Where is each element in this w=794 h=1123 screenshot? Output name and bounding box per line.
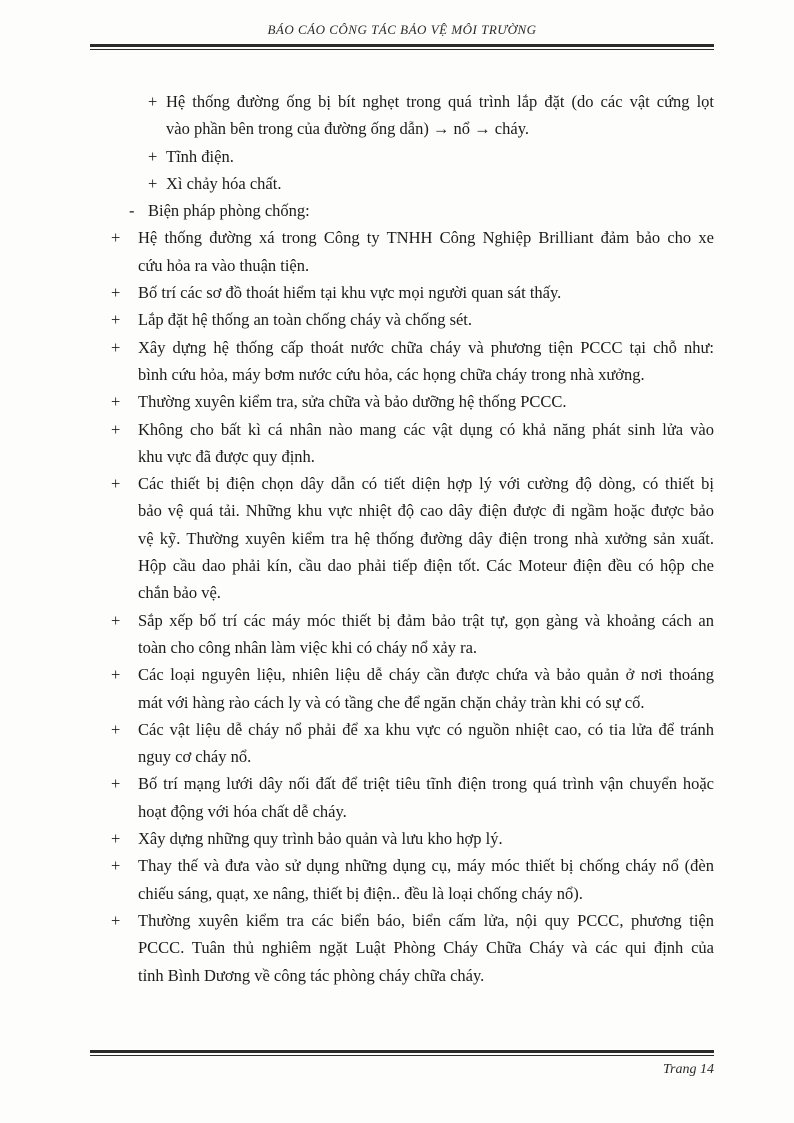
cause-item-line: + Hệ thống đường ống bị bít nghẹt trong quá trình lắp đặt (do các vật cứng lọt <box>100 88 714 115</box>
plus-marker: + <box>111 310 121 330</box>
measure-item-line: + Các loại nguyên liệu, nhiên liệu dễ cháy cần được chứa và bảo quản ở nơi thoáng <box>100 661 714 688</box>
measure-item-line: + Lắp đặt hệ thống an toàn chống cháy và chống sét. <box>100 306 714 333</box>
measures-heading: - Biện pháp phòng chống: <box>100 197 714 224</box>
plus-marker: + <box>111 392 121 412</box>
measure-item-line: chiếu sáng, quạt, xe nâng, thiết bị điện.. đều là loại chống cháy nổ). <box>138 883 583 903</box>
measure-item-line: toàn cho công nhân làm việc khi có cháy nổ xảy ra. <box>138 637 478 657</box>
body-text <box>100 88 714 989</box>
page-number: Trang 14 <box>663 1062 714 1077</box>
measure-item-line: + Không cho bất kì cá nhân nào mang các vật dụng có khả năng phát sinh lửa vào <box>100 416 714 443</box>
header-rule-thin <box>90 49 714 50</box>
measure-item-line: + Hệ thống đường xá trong Công ty TNHH Công Nghiệp Brilliant đảm bảo cho xe <box>100 224 714 251</box>
measure-item-line: tỉnh Bình Dương về công tác phòng cháy chữa cháy. <box>138 965 485 985</box>
plus-marker: + <box>111 283 121 303</box>
plus-marker: + <box>111 910 121 930</box>
plus-marker: + <box>148 146 158 166</box>
measure-item-line: + Các vật liệu dễ cháy nổ phải để xa khu vực có nguồn nhiệt cao, có tia lửa để tránh <box>100 716 714 743</box>
measure-item-line: + Thường xuyên kiểm tra các biển báo, biển cấm lửa, nội quy PCCC, phương tiện <box>100 907 714 934</box>
footer-rule-thin <box>90 1055 714 1056</box>
measure-item-line: cứu hỏa ra vào thuận tiện. <box>138 255 310 275</box>
plus-marker: + <box>111 474 121 494</box>
header-rule-thick <box>90 44 714 47</box>
cause-item-line: vào phần bên trong của đường ống dẫn) → nổ → cháy. <box>166 119 530 139</box>
plus-marker: + <box>111 719 121 739</box>
plus-marker: + <box>111 228 121 248</box>
measure-item-line: khu vực đã được quy định. <box>138 446 315 466</box>
running-header-title: BÁO CÁO CÔNG TÁC BẢO VỆ MÔI TRƯỜNG <box>267 22 537 37</box>
measure-item-line: + Sắp xếp bố trí các máy móc thiết bị đảm bảo trật tự, gọn gàng và khoảng cách an <box>100 607 714 634</box>
measure-item-line: PCCC. Tuân thủ nghiêm ngặt Luật Phòng Cháy Chữa Cháy và các qui định của <box>138 938 714 958</box>
measure-item-line: + Xây dựng hệ thống cấp thoát nước chữa cháy và phương tiện PCCC tại chỗ như: <box>100 334 714 361</box>
measure-item-line: + Xây dựng những quy trình bảo quản và lưu kho hợp lý. <box>100 825 714 852</box>
measure-item-line: vệ kỹ. Thường xuyên kiểm tra hệ thống đường dây điện trong nhà xưởng sản xuất. <box>138 528 714 548</box>
plus-marker: + <box>111 829 121 849</box>
measure-item-line: bình cứu hỏa, máy bơm nước cứu hỏa, các họng chữa cháy trong nhà xưởng. <box>138 364 645 384</box>
cause-item-line: + Tĩnh điện. <box>100 143 714 170</box>
measure-item-line: + Bố trí mạng lưới dây nối đất để triệt tiêu tĩnh điện trong quá trình vận chuyển hoặc <box>100 770 714 797</box>
plus-marker: + <box>111 337 121 357</box>
measure-item-line: nguy cơ cháy nổ. <box>138 747 252 767</box>
plus-marker: + <box>111 774 121 794</box>
measure-item-line: + Thay thế và đưa vào sử dụng những dụng cụ, máy móc thiết bị chống cháy nổ (đèn <box>100 852 714 879</box>
plus-marker: + <box>148 92 158 111</box>
cause-item-line: + Xì chảy hóa chất. <box>100 170 714 197</box>
plus-marker: + <box>111 610 121 630</box>
footer-rule-thick <box>90 1050 714 1053</box>
measure-item-line: bảo vệ quá tải. Những khu vực nhiệt độ cao dây điện được đi ngầm hoặc được bảo <box>138 501 714 521</box>
measure-item-line: + Thường xuyên kiểm tra, sửa chữa và bảo dưỡng hệ thống PCCC. <box>100 388 714 415</box>
plus-marker: + <box>148 173 158 193</box>
plus-marker: + <box>111 856 121 876</box>
dash-marker: - <box>129 201 135 221</box>
plus-marker: + <box>111 419 121 439</box>
measure-item-line: hoạt động với hóa chất dễ cháy. <box>138 801 347 821</box>
measure-item-line: + Các thiết bị điện chọn dây dẫn có tiết diện hợp lý với cường độ dòng, có thiết bị <box>100 470 714 497</box>
measure-item-line: + Bố trí các sơ đồ thoát hiểm tại khu vực mọi người quan sát thấy. <box>100 279 714 306</box>
measure-item-line: mát với hàng rào cách ly và có tầng che để ngăn chặn chảy tràn khi có sự cố. <box>138 692 645 712</box>
plus-marker: + <box>111 665 121 685</box>
measure-item-line: Hộp cầu dao phải kín, cầu dao phải tiếp điện tốt. Các Moteur điện đều có hộp che <box>138 556 714 576</box>
measure-item-line: chắn bảo vệ. <box>138 583 221 603</box>
